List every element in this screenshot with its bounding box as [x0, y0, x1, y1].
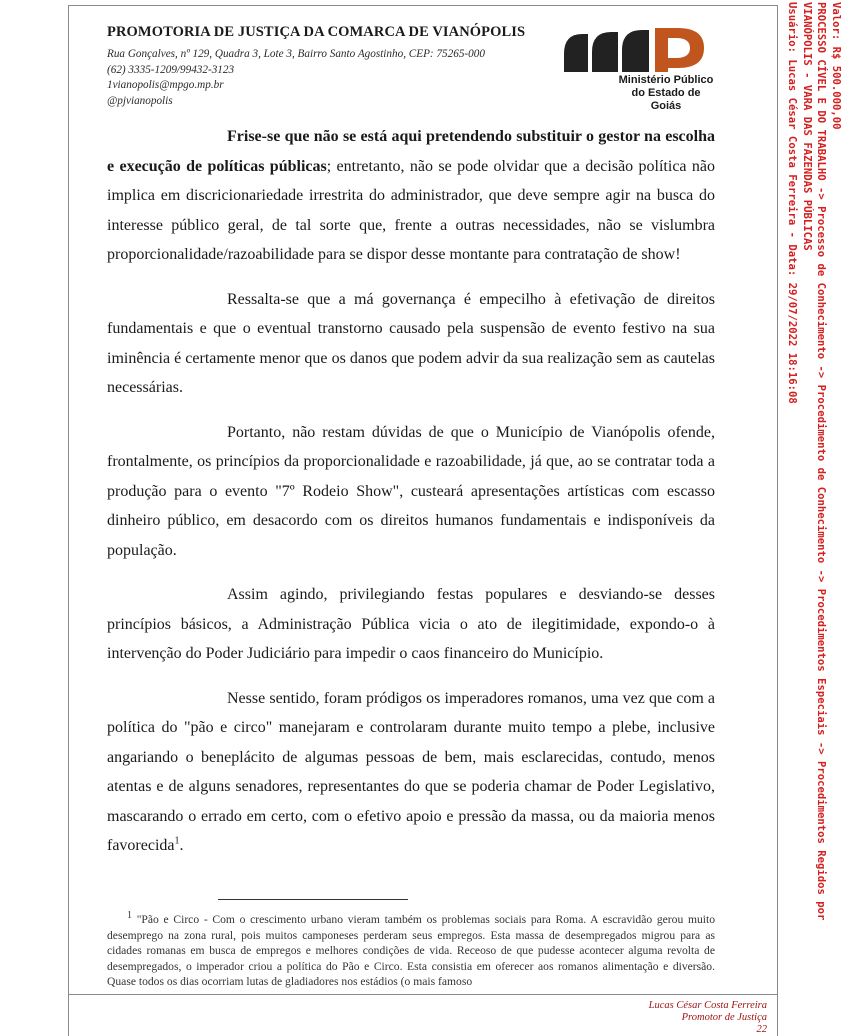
logo-line-1: Ministério Público	[618, 74, 714, 86]
signature-block	[649, 1000, 767, 1036]
paragraph-3: Portanto, não restam dúvidas de que o Município de Vianópolis ofende, frontalmente, os princípios da proporcionalidade e razoabilidade, já que, ao se contratar toda a produção para o evento "7º Rodeio Show", custeará apresentações artísticas com escasso dinheiro público, em desacordo com os direitos humanos fundamentais e indisponíveis da população.	[107, 423, 715, 559]
mp-logo-mark-icon	[556, 24, 716, 74]
social-handle: @pjvianopolis	[107, 94, 173, 107]
document-body	[107, 122, 715, 876]
logo-line-2: do Estado de Goiás	[631, 87, 701, 112]
electronic-stamp	[785, 2, 845, 1024]
letterhead	[107, 24, 527, 109]
footnote-mark: 1	[127, 910, 132, 922]
stamp-process-class: PROCESSO CÍVEL E DO TRABALHO -> Processo de Conhecimento -> Procedimento de Conhecimento -> Procedimentos Especiais -> Procedimentos Regidos por	[815, 2, 828, 921]
document-page	[68, 5, 778, 1036]
footnote-text: "Pão e Circo - Com o crescimento urbano vieram também os problemas sociais para Roma. A escravidão gerou muito desemprego na zona rural, pois muitos camponeses perderam seus empregos. Esta massa de desempregados migrou para as cidades romanas em busca de empregos e melhores condições de vida. Receoso de que pudesse acontecer alguma revolta de desempregados, o imperador criou a política do Pão e Circo. Esta consistia em oferecer aos romanos alimentação e diversão. Quase todos os dias ocorriam lutas de gladiadores nos estádios (o mais famoso	[107, 913, 715, 989]
phone-line: (62) 3335-1209/99432-3123	[107, 63, 235, 76]
footnote	[107, 912, 715, 990]
stamp-user-date: Usuário: Lucas César Costa Ferreira - Data: 29/07/2022 18:16:08	[786, 2, 799, 404]
email-line: 1vianopolis@mpgo.mp.br	[107, 79, 224, 91]
signature-name: Lucas César Costa Ferreira	[648, 1000, 767, 1011]
footnote-reference[interactable]: 1	[174, 835, 180, 847]
address-line: Rua Gonçalves, nº 129, Quadra 3, Lote 3, Bairro Santo Agostinho, CEP: 75265-000	[107, 48, 485, 60]
paragraph-1	[107, 122, 715, 270]
paragraph-4: Assim agindo, privilegiando festas populares e desviando-se desses princípios básicos, a Administração Pública vicia o ato de ilegitimidade, expondo-o à intervenção do Poder Judiciário para impedir o caos financeiro do Município.	[107, 586, 715, 662]
paragraph-1-text: ; entretanto, não se pode olvidar que a decisão política não implica em discricionariedade irrestrita do administrador, que deve sempre agir na busca do interesse público geral, de tal sorte que, frente a outras necessidades, não se vislumbra proporcionalidade/razoabilidade para se dispor desse montante para contratação de show!	[107, 157, 715, 263]
institution-name: PROMOTORIA DE JUSTIÇA DA COMARCA DE VIANÓPOLIS	[107, 24, 526, 40]
stamp-text	[785, 2, 843, 920]
logo-caption	[616, 74, 716, 113]
page-number: 22	[756, 1024, 767, 1035]
paragraph-5-text: Nesse sentido, foram pródigos os imperadores romanos, uma vez que com a política do "pão e circo" manejaram e controlaram durante muito tempo a plebe, inclusive angariando o beneplácito de algumas pessoas de bem, mais esclarecidas, contudo, menos atentas e de alguns senadores, representantes do que se poderia chamar de Poder Legislativo, mascarando o errado em certo, com o efetivo apoio e pressão da massa, ou da maioria menos favorecida	[107, 689, 715, 854]
footnote-separator	[218, 899, 408, 900]
stamp-court: VIANÓPOLIS - VARA DAS FAZENDAS PÚBLICAS	[801, 2, 813, 251]
footer-separator	[69, 994, 777, 995]
stamp-value: Valor: R$ 500.000,00	[830, 2, 842, 130]
paragraph-2: Ressalta-se que a má governança é empecilho à efetivação de direitos fundamentais e que o eventual transtorno causado pela suspensão de evento festivo na sua iminência é certamente menor que os danos que podem advir da sua realização sem as cautelas necessárias.	[107, 290, 715, 396]
paragraph-1-bold: Frise-se que não se está aqui pretendendo substituir o gestor na escolha e execução de políticas públicas	[107, 128, 715, 175]
mp-goias-logo	[556, 24, 716, 112]
signature-role: Promotor de Justiça	[681, 1012, 767, 1023]
paragraph-5	[107, 684, 715, 861]
paragraph-5-end: .	[179, 837, 184, 854]
